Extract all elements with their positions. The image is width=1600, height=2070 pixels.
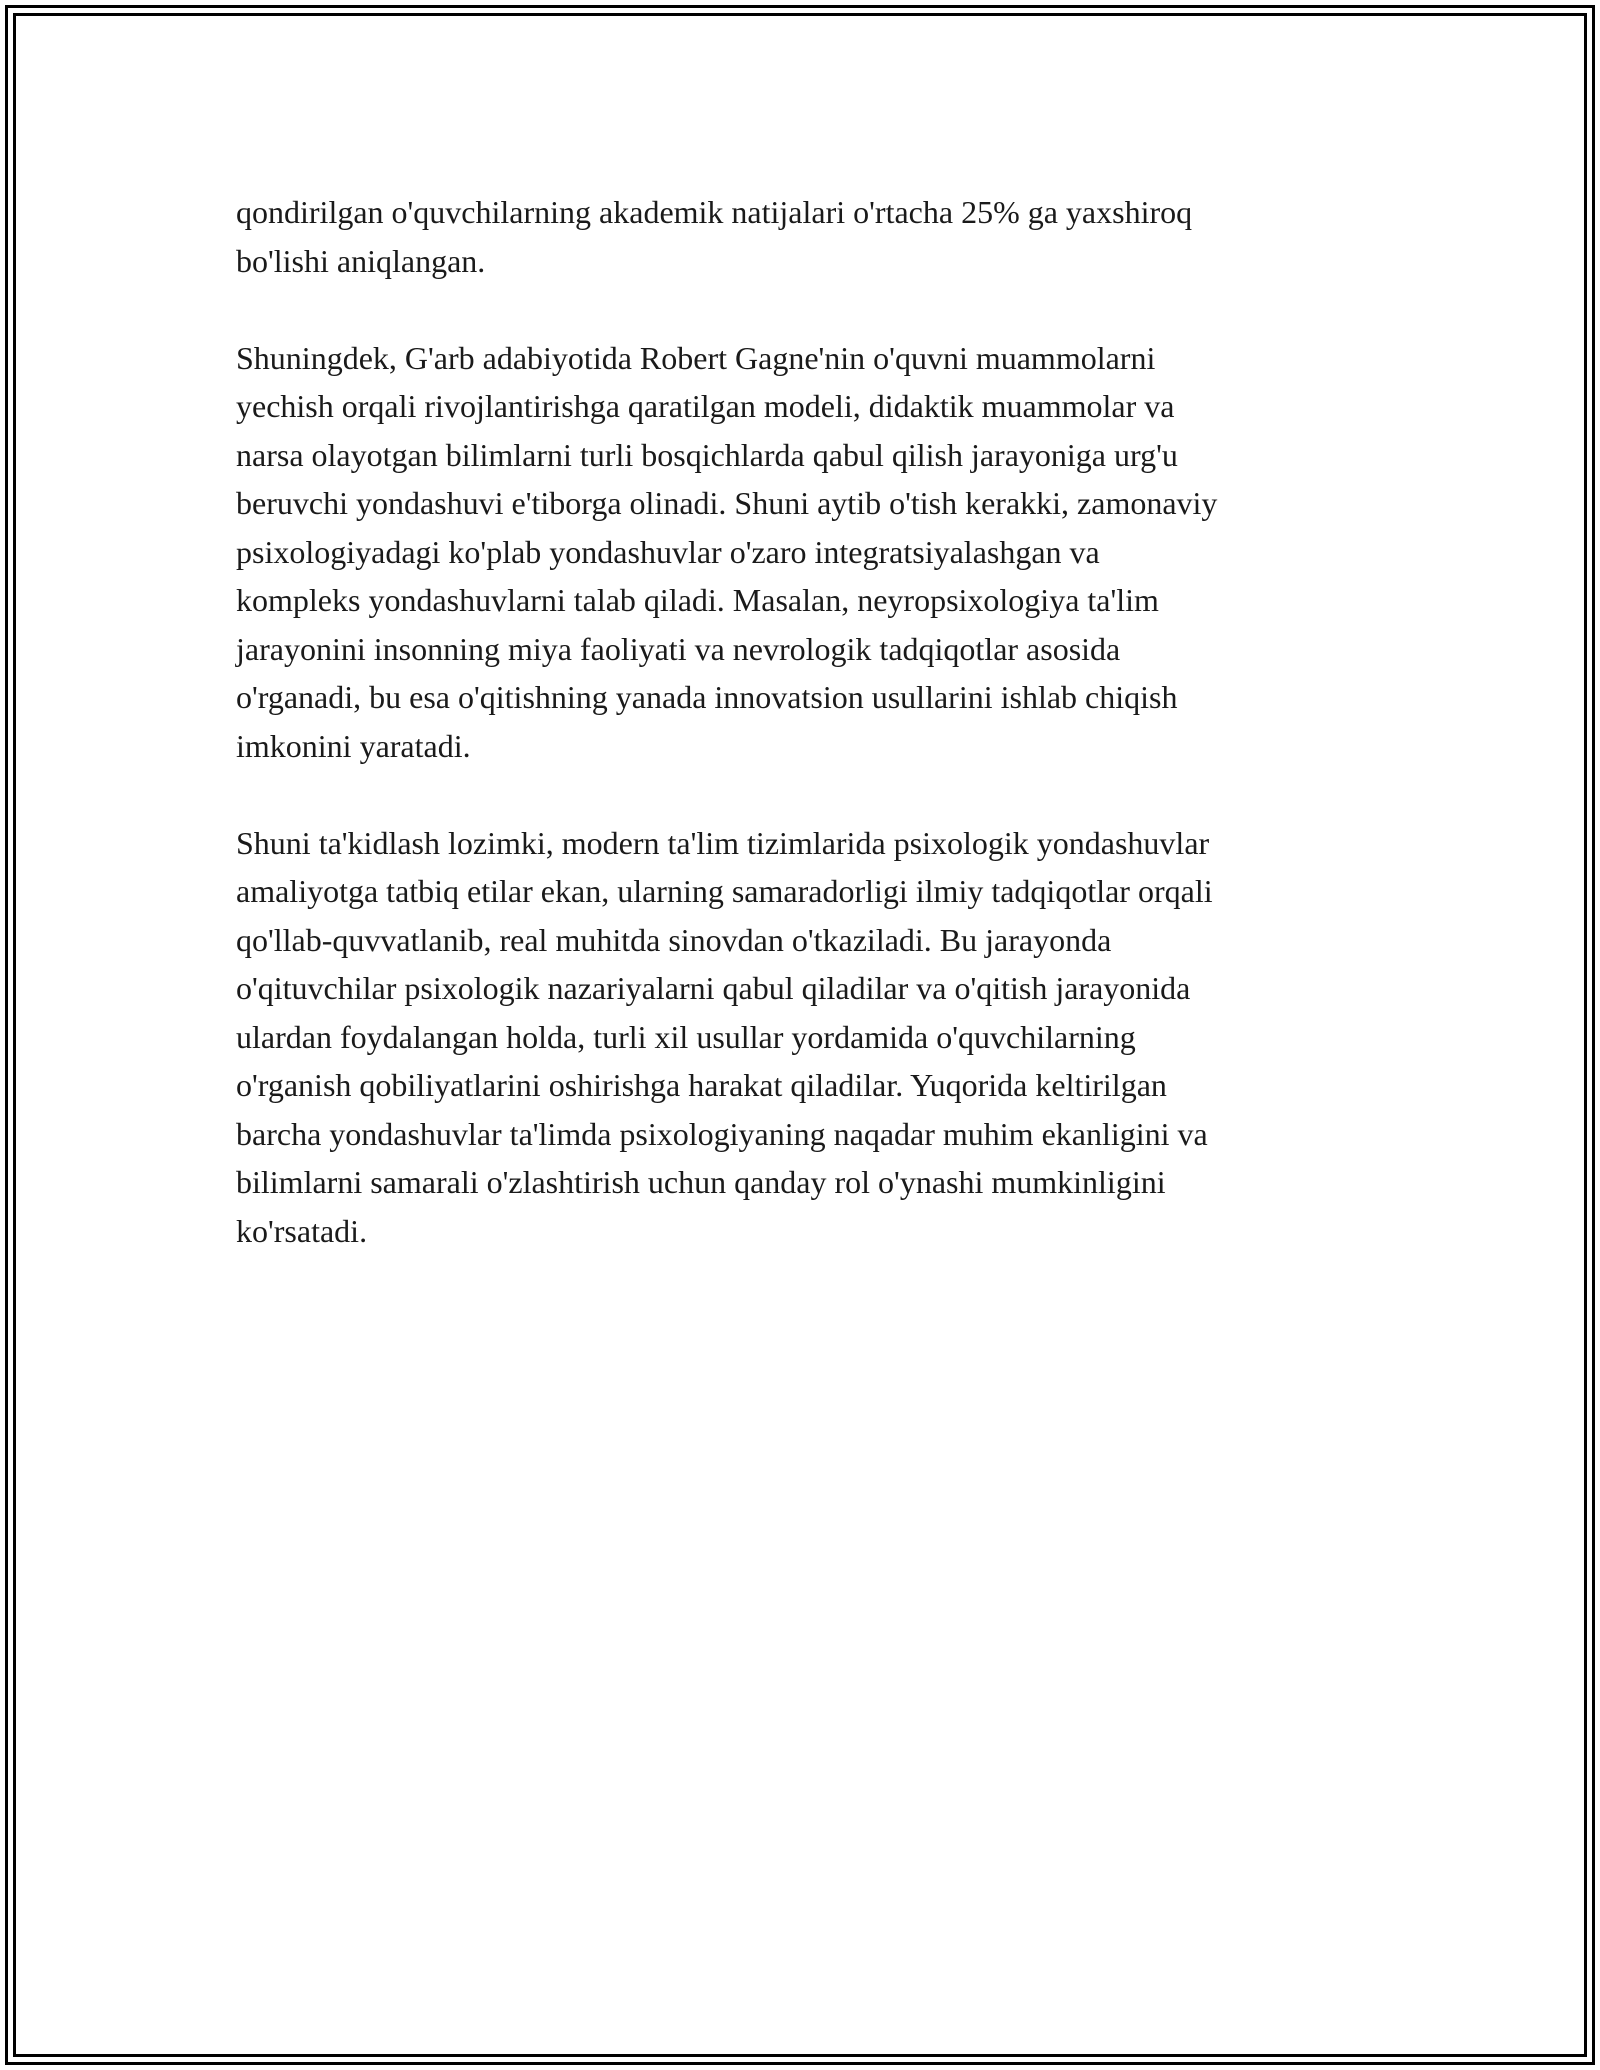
paragraph-3: Shuni ta'kidlash lozimki, modern ta'lim tizimlarida psixologik yondashuvlar amaliyotga tatbiq etilar ekan, ularning samaradorligi ilmiy tadqiqotlar orqali qo'llab-quvvatlanib, real muhitda sinovdan o'tkaziladi. Bu jarayonda o'qituvchilar psixologik nazariyalarni qabul qiladilar va o'qitish jarayonida ulardan foydalangan holda, turli xil usullar yordamida o'quvchilarning o'rganish qobiliyatlarini oshirishga harakat qiladilar. Yuqorida keltirilgan barcha yondashuvlar ta'limda psixologiyaning naqadar muhim ekanligini va bilimlarni samarali o'zlashtirish uchun qanday rol o'ynashi mumkinligini ko'rsatadi. — [236, 824, 1213, 1249]
paragraph-1: qondirilgan o'quvchilarning akademik natijalari o'rtacha 25% ga yaxshiroq bo'lishi aniqlangan. — [236, 194, 1193, 279]
paragraph-2: Shuningdek, G'arb adabiyotida Robert Gagne'nin o'quvni muammolarni yechish orqali rivojlantirishga qaratilgan modeli, didaktik muammolar va narsa olayotgan bilimlarni turli bosqichlarda qabul qilish jarayoniga urg'u beruvchi yondashuvi e'tiborga olinadi. Shuni aytib o'tish kerakki, zamonaviy psixologiyadagi ko'plab yondashuvlar o'zaro integratsiyalashgan va kompleks yondashuvlarni talab qiladi. Masalan, neyropsixologiya ta'lim jarayonini insonning miya faoliyati va nevrologik tadqiqotlar asosida o'rganadi, bu esa o'qitishning yanada innovatsion usullarini ishlab chiqish imkonini yaratadi. — [236, 339, 1218, 764]
document-body — [236, 188, 1366, 1304]
